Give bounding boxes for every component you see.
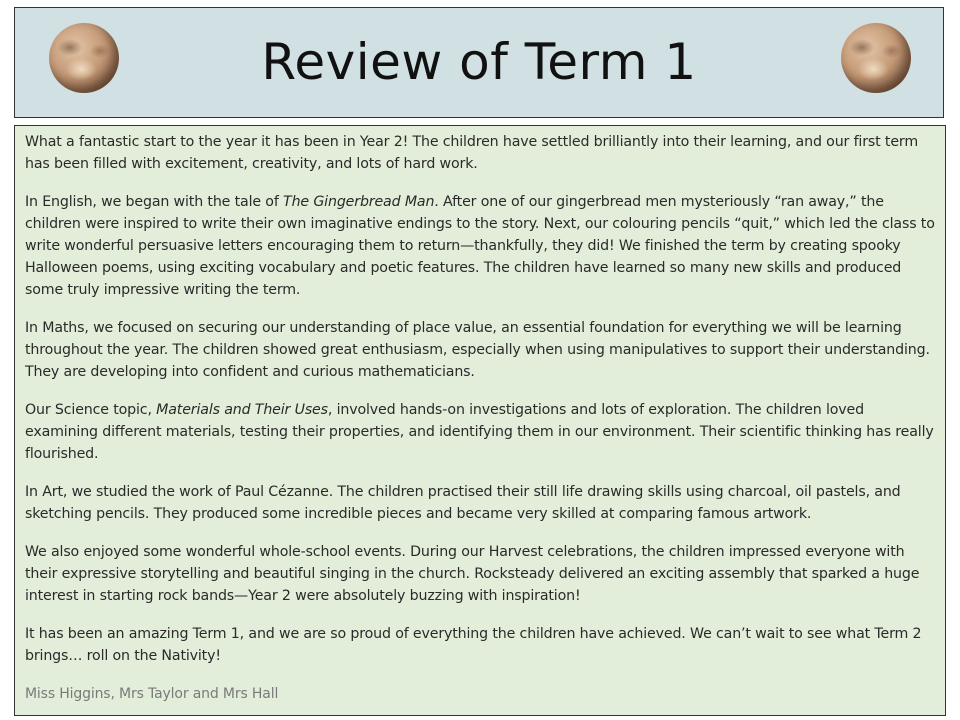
paragraph-closing: It has been an amazing Term 1, and we are so proud of everything the children have achieved. We can’t wait to see what Term 2 brings… roll on the Nativity! [25, 626, 922, 664]
book-title-gingerbread-man: The Gingerbread Man [283, 194, 435, 210]
paragraph-intro: What a fantastic start to the year it has been in Year 2! The children have settled brilliantly into their learning, and our first term has been filled with excitement, creativity, and lots of hard work. [25, 134, 919, 172]
header-banner [14, 7, 944, 118]
dwarf-planet-image-right [841, 23, 911, 93]
paragraph-art: In Art, we studied the work of Paul Cézanne. The children practised their still life drawing skills using charcoal, oil pastels, and sketching pencils. They produced some incredible pieces and became very skilled at comparing famous artwork. [25, 484, 901, 522]
paragraph-english [25, 191, 936, 301]
paragraph-science [25, 399, 936, 465]
topic-title-materials: Materials and Their Uses [156, 402, 328, 418]
review-text-panel [14, 125, 946, 716]
english-text-start: In English, we began with the tale of [25, 194, 284, 210]
paragraph-maths: In Maths, we focused on securing our understanding of place value, an essential foundation for everything we will be learning throughout the year. The children showed great enthusiasm, especially when using manipulatives to support their understanding. They are developing into confident and curious mathematicians. [25, 320, 930, 380]
english-text-end: . After one of our gingerbread men mysteriously “ran away,” the children were inspired to write their own imaginative endings to the story. Next, our colouring pencils “quit,” which led the class to write wonderful persuasive letters encouraging them to return—thankfully, they did! We finished the term by creating spooky Halloween poems, using exciting vocabulary and poetic features. The children have learned so many new skills and produced some truly impressive writing the term. [25, 194, 935, 298]
science-text-start: Our Science topic, [25, 402, 157, 418]
page-title: Review of Term 1 [261, 33, 697, 91]
signature: Miss Higgins, Mrs Taylor and Mrs Hall [25, 686, 279, 702]
science-text-end: , involved hands-on investigations and lots of exploration. The children loved examining different materials, testing their properties, and identifying them in our environment. Their scientific thinking has really flourished. [25, 402, 934, 462]
paragraph-events: We also enjoyed some wonderful whole-school events. During our Harvest celebrations, the children impressed everyone with their expressive storytelling and beautiful singing in the church. Rocksteady delivered an exciting assembly that sparked a huge interest in starting rock bands—Year 2 were absolutely buzzing with inspiration! [25, 544, 920, 604]
